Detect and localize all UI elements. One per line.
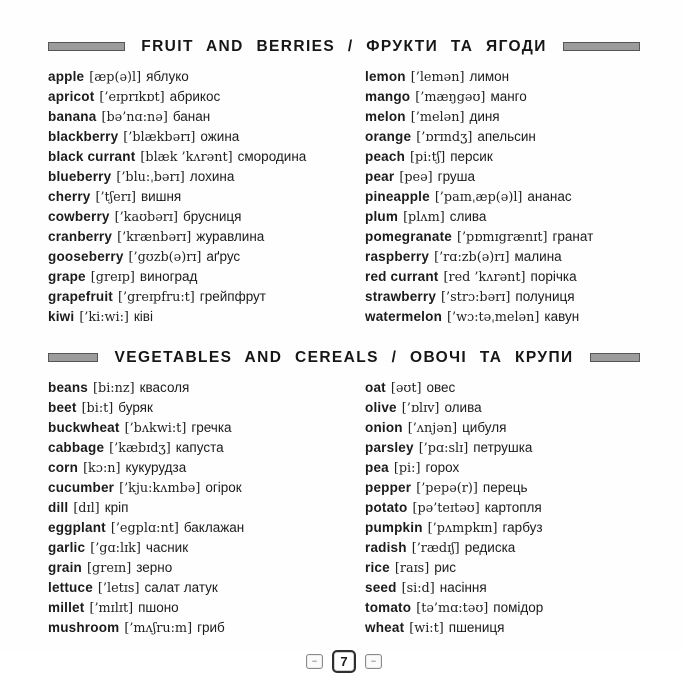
dictionary-entry [48,267,365,287]
entry-ipa: [’pepə(r)] [416,481,478,496]
entry-word: seed [365,580,397,595]
entry-translation: персик [450,149,493,164]
dictionary-entry [365,227,640,247]
entry-ipa: [greɪn] [87,561,132,576]
section-header [48,38,640,55]
entry-word: buckwheat [48,420,120,435]
entry-ipa: [red ’kʌrənt] [443,270,526,285]
entry-ipa: [pi:tʃ] [410,150,446,165]
dictionary-entry [365,287,640,307]
entry-translation: квасоля [139,380,190,395]
dictionary-entry [48,518,365,538]
dictionary-entry [365,147,640,167]
dictionary-entry [48,227,365,247]
entry-translation: аґрус [206,249,241,264]
entry-ipa: [’pɑ:slɪ] [418,441,469,456]
entry-word: plum [365,209,399,224]
entry-word: potato [365,500,408,515]
entry-ipa: [’mʌʃru:m] [124,621,193,636]
entry-ipa: [si:d] [401,581,435,596]
entry-word: apple [48,69,85,84]
entry-translation: олива [444,400,482,415]
entry-word: blackberry [48,129,119,144]
entry-word: kiwi [48,309,75,324]
entry-ipa: [’ɒrɪndʒ] [416,130,473,145]
entry-ipa: [’egplɑ:nt] [110,521,179,536]
word-columns [48,378,640,638]
entry-translation: гарбуз [502,520,543,535]
entry-translation: ківі [133,309,153,324]
entry-translation: пшоно [138,600,179,615]
entry-ipa: [plʌm] [403,210,445,225]
entry-translation: диня [469,109,500,124]
entry-translation: апельсин [477,129,536,144]
entry-translation: капуста [175,440,224,455]
entry-word: gooseberry [48,249,124,264]
entry-ipa: [’pɒmɪgrænɪt] [456,230,548,245]
entry-word: parsley [365,440,414,455]
entry-translation: зерно [136,560,173,575]
dictionary-entry [48,458,365,478]
entry-word: cherry [48,189,91,204]
entry-ipa: [’ki:wi:] [79,310,129,325]
dictionary-entry [365,167,640,187]
entry-word: grain [48,560,83,575]
entry-word: melon [365,109,406,124]
entry-ipa: [’paɪnˌæp(ə)l] [434,190,523,205]
header-rule-left [48,42,125,51]
entry-ipa: [’blu:ˌbərɪ] [116,170,185,185]
dictionary-entry [48,87,365,107]
dictionary-entry [48,167,365,187]
entry-translation: рис [434,560,457,575]
entry-ipa: [’krænbərɪ] [117,230,192,245]
entry-word: cranberry [48,229,113,244]
entry-ipa: [bi:t] [81,401,114,416]
entry-translation: кукурудза [125,460,187,475]
entry-translation: гранат [552,229,594,244]
entry-ipa: [’gʊzb(ə)rɪ] [128,250,202,265]
entry-translation: часник [145,540,189,555]
dictionary-entry [365,307,640,327]
entry-translation: виноград [139,269,198,284]
entry-word: cowberry [48,209,110,224]
entry-translation: редиска [464,540,516,555]
entry-translation: картопля [484,500,542,515]
dictionary-entry [365,67,640,87]
entry-translation: манго [490,89,527,104]
entry-word: black currant [48,149,136,164]
dictionary-entry [48,187,365,207]
entry-translation: салат латук [144,580,218,595]
dictionary-entry [48,287,365,307]
entry-word: orange [365,129,412,144]
entry-word: pepper [365,480,412,495]
dictionary-entry [365,398,640,418]
entry-ipa: [’rɑ:zb(ə)rɪ] [434,250,510,265]
entry-ipa: [’eɪprɪkɒt] [99,90,165,105]
section-title: FRUIT AND BERRIES / ФРУКТИ ТА ЯГОДИ [141,37,547,55]
word-columns [48,67,640,327]
entry-translation: журавлина [196,229,265,244]
dictionary-entry [365,438,640,458]
entry-translation: баклажан [183,520,245,535]
entry-ipa: [’bʌkwi:t] [124,421,187,436]
dictionary-entry [365,378,640,398]
entry-translation: яблуко [146,69,189,84]
entry-ipa: [pi:] [393,461,421,476]
entry-word: pineapple [365,189,430,204]
entry-translation: буряк [118,400,153,415]
entry-word: olive [365,400,397,415]
word-column-left [48,67,365,327]
dictionary-entry [48,127,365,147]
entry-word: dill [48,500,69,515]
dictionary-entry [48,538,365,558]
header-rule-right [563,42,640,51]
entry-ipa: [’ʌnjən] [407,421,458,436]
entry-ipa: [’pʌmpkɪn] [427,521,498,536]
entry-ipa: [’ɒlɪv] [401,401,440,416]
entry-ipa: [’kju:kʌmbə] [119,481,201,496]
entry-ipa: [’tʃerɪ] [95,190,136,205]
entry-word: wheat [365,620,405,635]
entry-ipa: [æp(ə)l] [89,70,142,85]
entry-word: oat [365,380,386,395]
entry-translation: перець [482,480,528,495]
dictionary-entry [48,618,365,638]
header-rule-left [48,353,98,362]
dictionary-entry [48,558,365,578]
entry-ipa: [’strɔ:bərɪ] [441,290,511,305]
header-rule-right [590,353,640,362]
entry-translation: гриб [197,620,225,635]
entry-ipa: [əʊt] [390,381,422,396]
entry-translation: гречка [191,420,232,435]
entry-word: blueberry [48,169,112,184]
entry-ipa: [’blækbərɪ] [123,130,196,145]
entry-ipa: [’lemən] [410,70,465,85]
section-header [48,349,640,366]
entry-translation: брусниця [182,209,242,224]
entry-translation: абрикос [169,89,221,104]
dictionary-entry [48,498,365,518]
entry-translation: насіння [439,580,487,595]
dictionary-entry [365,87,640,107]
dictionary-entry [48,207,365,227]
page-footer [48,650,640,673]
dictionary-entry [365,267,640,287]
dictionary-entry [48,418,365,438]
dictionary-entry [48,67,365,87]
entry-word: mushroom [48,620,120,635]
section-title: VEGETABLES AND CEREALS / ОВОЧІ ТА КРУПИ [114,348,574,366]
entry-translation: смородина [237,149,307,164]
entry-ipa: [pə’teɪtəʊ] [412,501,480,516]
entry-translation: огірок [205,480,242,495]
entry-word: cabbage [48,440,105,455]
dictionary-entry [365,558,640,578]
entry-word: pea [365,460,389,475]
dictionary-entry [365,207,640,227]
entry-ipa: [’gɑ:lɪk] [90,541,141,556]
entry-word: mango [365,89,411,104]
dictionary-entry [365,518,640,538]
dictionary-entry [48,107,365,127]
entry-ipa: [’greɪpfru:t] [118,290,195,305]
dictionary-entry [365,458,640,478]
dictionary-entry [48,438,365,458]
section-fruit-and-berries [48,38,640,327]
entry-ipa: [’wɔ:təˌmelən] [447,310,540,325]
dictionary-entry [365,107,640,127]
entry-word: strawberry [365,289,437,304]
entry-word: garlic [48,540,86,555]
dictionary-entry [48,247,365,267]
dictionary-entry [48,478,365,498]
entry-ipa: [dɪl] [73,501,100,516]
entry-word: corn [48,460,79,475]
entry-translation: грейпфрут [199,289,266,304]
entry-word: banana [48,109,97,124]
entry-ipa: [’melən] [410,110,465,125]
entry-ipa: [’mɪlɪt] [89,601,134,616]
entry-ipa: [wi:t] [409,621,444,636]
entry-translation: ожина [200,129,240,144]
entry-translation: порічка [530,269,577,284]
pager-next-mark: − [365,654,382,669]
entry-translation: малина [514,249,562,264]
entry-translation: горох [425,460,460,475]
entry-word: pear [365,169,395,184]
word-column-right [365,67,640,327]
dictionary-entry [48,398,365,418]
entry-word: beet [48,400,77,415]
dictionary-entry [365,598,640,618]
dictionary-entry [365,187,640,207]
dictionary-entry [365,127,640,147]
word-column-left [48,378,365,638]
entry-translation: слива [449,209,487,224]
entry-ipa: [’kæbɪdʒ] [109,441,171,456]
entry-word: lettuce [48,580,93,595]
entry-word: millet [48,600,85,615]
entry-word: peach [365,149,406,164]
entry-translation: помідор [493,600,544,615]
entry-translation: лимон [469,69,510,84]
dictionary-entry [48,307,365,327]
entry-word: radish [365,540,407,555]
entry-ipa: [kɔ:n] [83,461,121,476]
section-vegetables-and-cereals [48,349,640,638]
entry-word: pumpkin [365,520,423,535]
entry-ipa: [peə] [399,170,433,185]
entry-word: tomato [365,600,412,615]
dictionary-entry [48,578,365,598]
dictionary-entry [48,598,365,618]
entry-word: rice [365,560,390,575]
entry-word: onion [365,420,403,435]
dictionary-entry [365,418,640,438]
entry-word: raspberry [365,249,430,264]
entry-ipa: [bi:nz] [93,381,135,396]
entry-word: apricot [48,89,95,104]
entry-word: beans [48,380,89,395]
entry-translation: лохина [189,169,235,184]
word-column-right [365,378,640,638]
pager-prev-mark: − [306,654,323,669]
entry-ipa: [tə’mɑ:təʊ] [416,601,489,616]
entry-word: grapefruit [48,289,114,304]
entry-ipa: [’letɪs] [97,581,140,596]
entry-translation: полуниця [515,289,575,304]
dictionary-entry [365,578,640,598]
dictionary-entry [48,378,365,398]
entry-word: lemon [365,69,406,84]
entry-word: red currant [365,269,439,284]
entry-word: pomegranate [365,229,452,244]
entry-ipa: [greɪp] [90,270,135,285]
entry-translation: груша [437,169,476,184]
entry-translation: петрушка [473,440,533,455]
page-number: 7 [332,650,356,673]
entry-ipa: [’mæŋgəʊ] [415,90,486,105]
entry-translation: кріп [104,500,129,515]
entry-word: grape [48,269,86,284]
entry-translation: пшениця [448,620,505,635]
dictionary-entry [365,538,640,558]
entry-ipa: [bə’nɑ:nə] [101,110,168,125]
entry-ipa: [raɪs] [394,561,430,576]
entry-translation: ананас [527,189,572,204]
entry-ipa: [’kaʊbərɪ] [114,210,178,225]
entry-translation: овес [426,380,456,395]
dictionary-entry [48,147,365,167]
entry-ipa: [blæk ’kʌrənt] [140,150,233,165]
entry-word: cucumber [48,480,115,495]
dictionary-entry [365,247,640,267]
entry-translation: банан [172,109,211,124]
dictionary-entry [365,618,640,638]
entry-translation: вишня [140,189,182,204]
dictionary-entry [365,478,640,498]
entry-word: watermelon [365,309,443,324]
dictionary-entry [365,498,640,518]
entry-ipa: [’rædɪʃ] [411,541,460,556]
entry-translation: кавун [544,309,580,324]
entry-word: eggplant [48,520,106,535]
entry-translation: цибуля [462,420,507,435]
